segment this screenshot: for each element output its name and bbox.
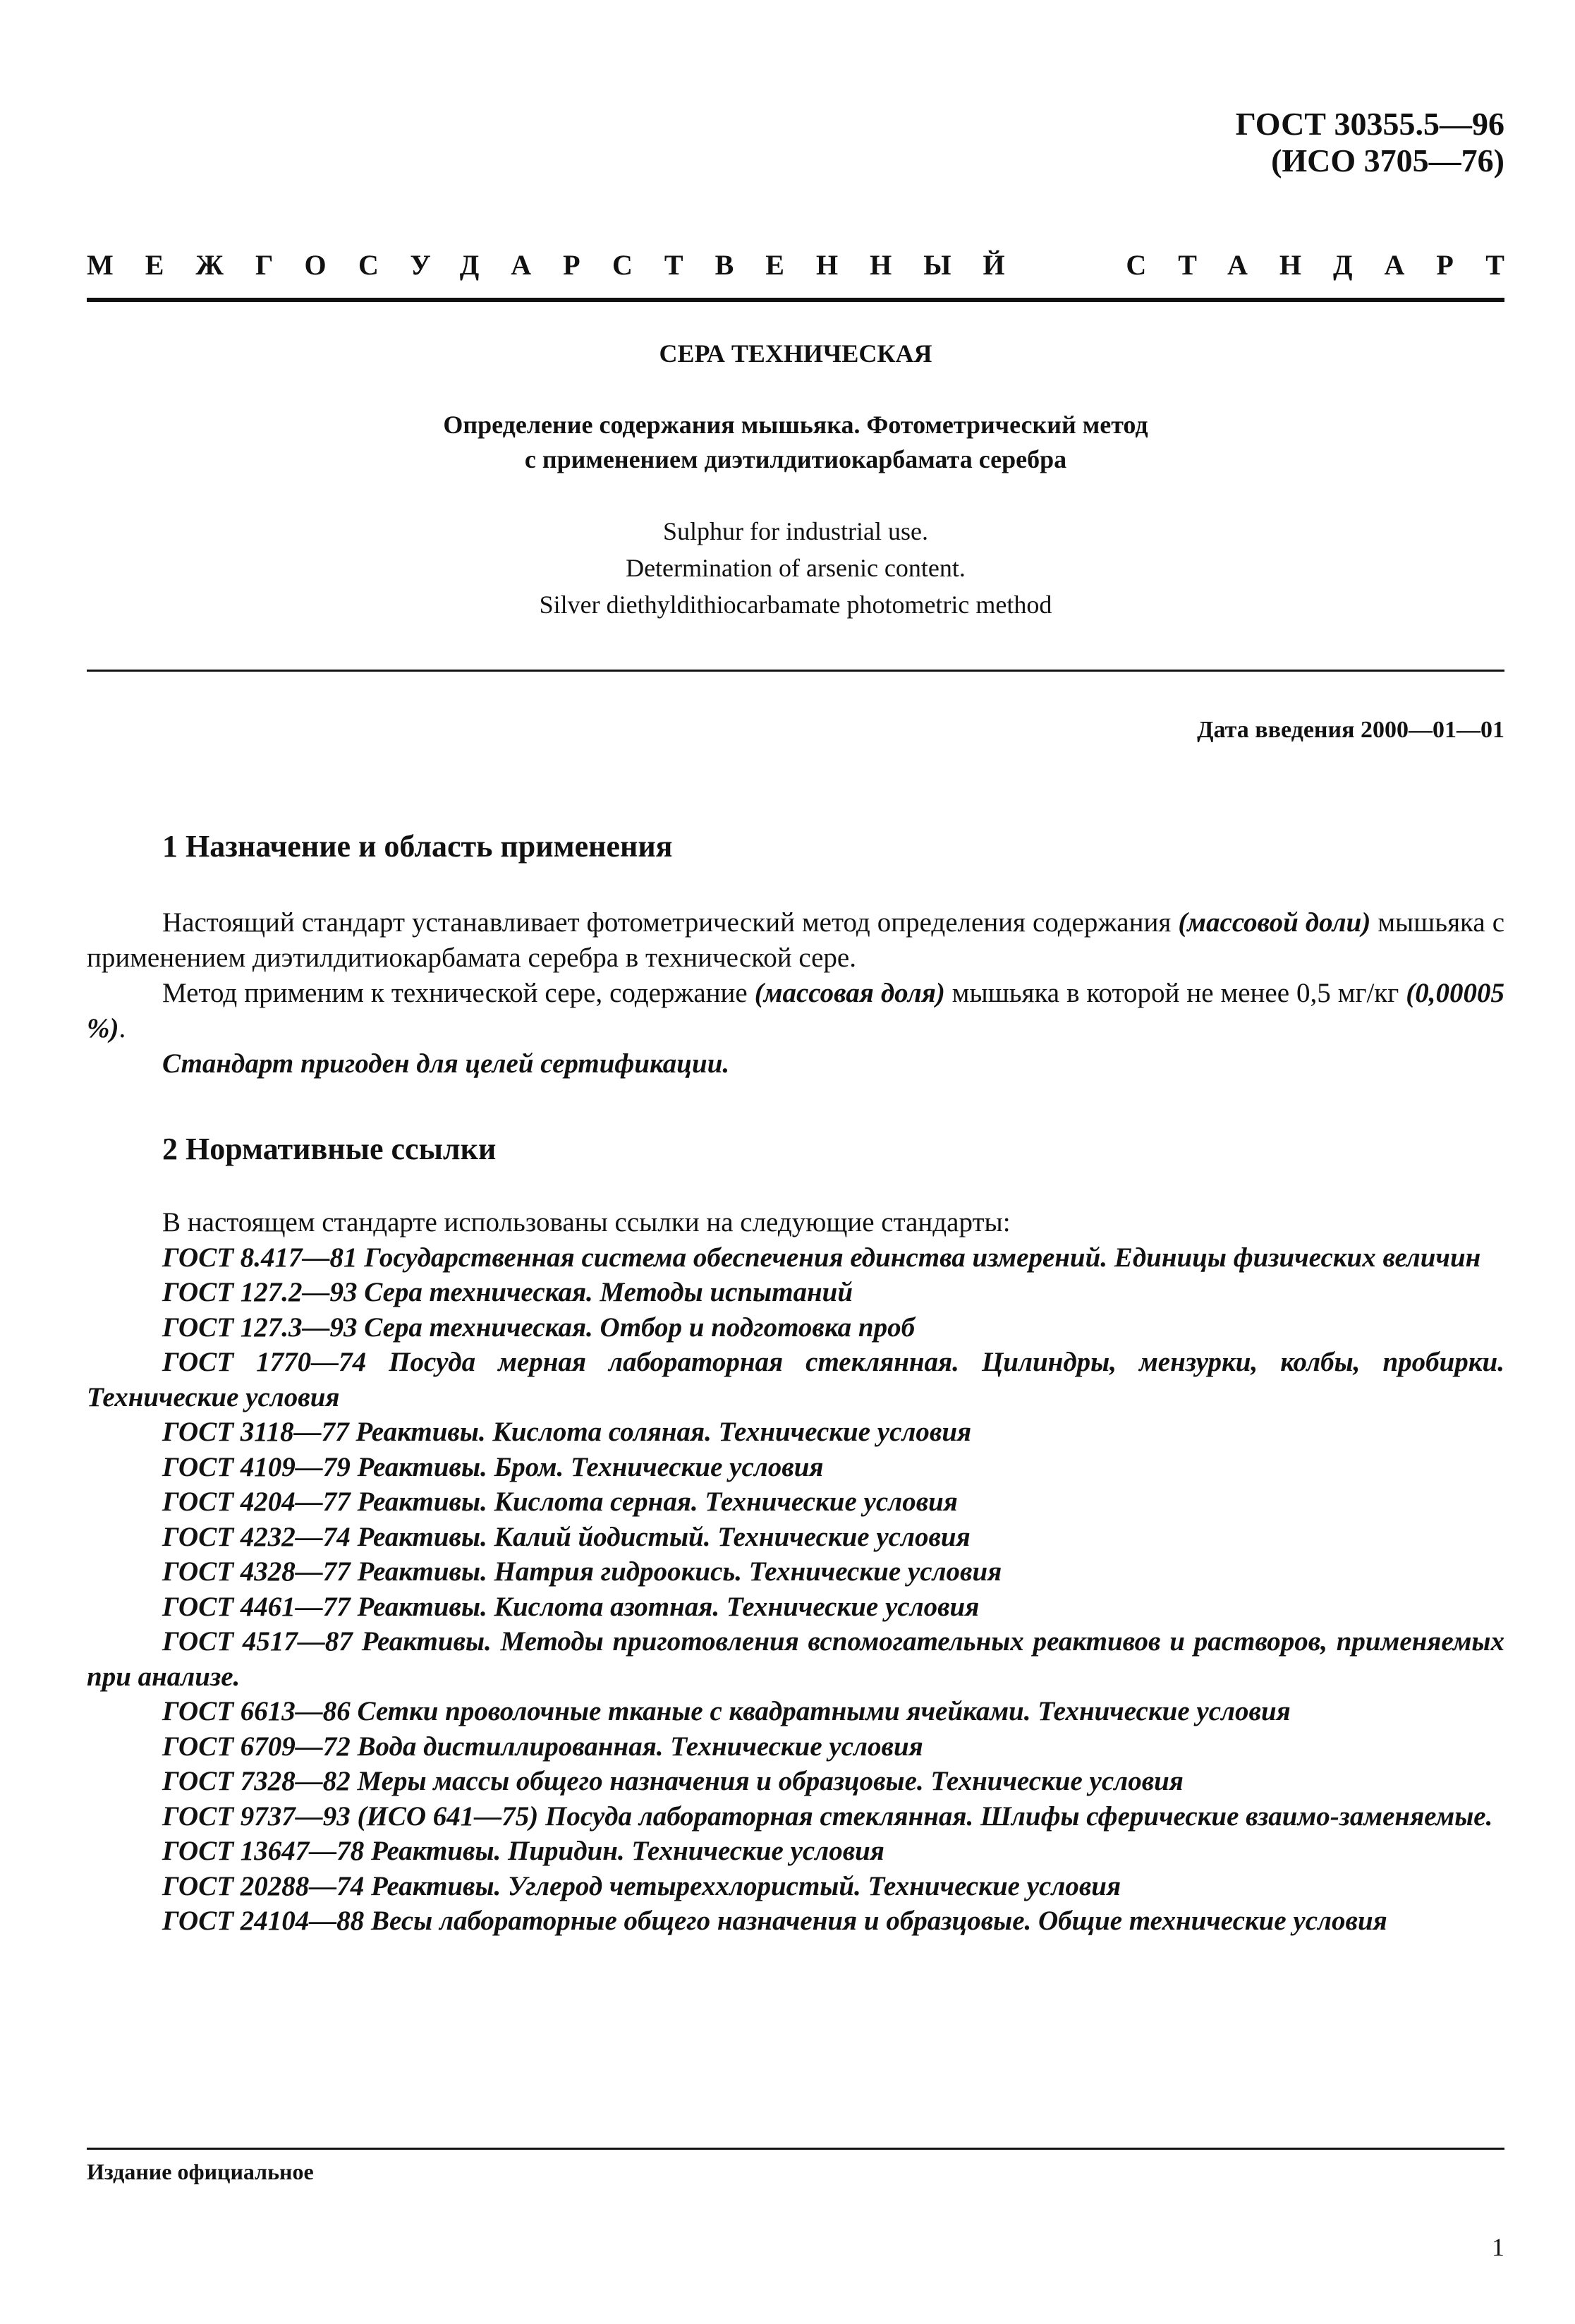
subtitle-line: Определение содержания мышьяка. Фотометрический метод bbox=[443, 411, 1148, 439]
reference-item: ГОСТ 4517—87 Реактивы. Методы приготовления вспомогательных реактивов и растворов, применяемых при анализе. bbox=[87, 1626, 1504, 1692]
document-header bbox=[1236, 106, 1504, 179]
applicability-paragraph bbox=[87, 976, 1504, 1046]
english-title-line: Sulphur for industrial use. bbox=[663, 517, 928, 545]
reference-item: ГОСТ 4328—77 Реактивы. Натрия гидроокись. Технические условия bbox=[162, 1556, 1002, 1587]
reference-item: ГОСТ 24104—88 Весы лабораторные общего назначения и образцовые. Общие технические условия bbox=[162, 1906, 1387, 1936]
reference-item: ГОСТ 4232—74 Реактивы. Калий йодистый. Технические условия bbox=[162, 1521, 971, 1552]
english-title bbox=[87, 513, 1504, 623]
reference-item: ГОСТ 1770—74 Посуда мерная лабораторная стеклянная. Цилиндры, мензурки, колбы, пробирки. Технические условия bbox=[87, 1347, 1504, 1412]
reference-item: ГОСТ 7328—82 Меры массы общего назначения и образцовые. Технические условия bbox=[162, 1766, 1184, 1796]
italic-text: (массовая доля) bbox=[754, 978, 945, 1008]
iso-number: (ИСО 3705—76) bbox=[1271, 143, 1504, 178]
text: Настоящий стандарт устанавливает фотометрический метод определения содержания bbox=[162, 907, 1179, 938]
subtitle-line: с применением диэтилдитиокарбамата серебра bbox=[524, 445, 1067, 473]
reference-item: ГОСТ 4109—79 Реактивы. Бром. Технические условия bbox=[162, 1451, 824, 1482]
english-title-line: Determination of arsenic content. bbox=[626, 554, 966, 582]
reference-item: ГОСТ 6613—86 Сетки проволочные тканые с квадратными ячейками. Технические условия bbox=[162, 1696, 1291, 1726]
section-1-heading: 1 Назначение и область применения bbox=[162, 829, 673, 864]
gost-number: ГОСТ 30355.5—96 bbox=[1235, 106, 1504, 142]
title-divider bbox=[87, 670, 1504, 672]
section-1-body bbox=[87, 905, 1504, 1082]
section-2-heading: 2 Нормативные ссылки bbox=[162, 1132, 497, 1166]
text: Метод применим к технической сере, содержание bbox=[162, 978, 755, 1008]
page-number: 1 bbox=[1492, 2233, 1504, 2261]
text: мышьяка в которой не менее 0,5 мг/кг bbox=[944, 978, 1406, 1008]
reference-item: ГОСТ 127.3—93 Сера техническая. Отбор и подготовка проб bbox=[162, 1312, 916, 1343]
reference-item: ГОСТ 8.417—81 Государственная система обеспечения единства измерений. Единицы физических величин bbox=[162, 1242, 1481, 1273]
reference-item: ГОСТ 3118—77 Реактивы. Кислота соляная. Технические условия bbox=[162, 1417, 972, 1447]
english-title-line: Silver diethyldithiocarbamate photometric method bbox=[539, 591, 1052, 619]
reference-item: ГОСТ 13647—78 Реактивы. Пиридин. Технические условия bbox=[162, 1836, 884, 1866]
reference-item: ГОСТ 4461—77 Реактивы. Кислота азотная. Технические условия bbox=[162, 1591, 980, 1622]
official-edition-label: Издание официальное bbox=[87, 2159, 314, 2184]
reference-item: ГОСТ 4204—77 Реактивы. Кислота серная. Технические условия bbox=[162, 1487, 958, 1517]
certification-paragraph: Стандарт пригоден для целей сертификации. bbox=[162, 1048, 730, 1079]
text: . bbox=[118, 1013, 126, 1043]
document-title: СЕРА ТЕХНИЧЕСКАЯ bbox=[659, 339, 932, 368]
document-subtitle bbox=[87, 408, 1504, 477]
reference-item: ГОСТ 6709—72 Вода дистиллированная. Технические условия bbox=[162, 1731, 923, 1762]
text: мышьяка с применением диэтилдитиокарбамата серебра в технической сере. bbox=[87, 907, 1505, 973]
references-intro: В настоящем стандарте использованы ссылки на следующие стандарты: bbox=[162, 1207, 1011, 1237]
italic-text: (0,00005 %) bbox=[87, 978, 1504, 1043]
reference-item: ГОСТ 127.2—93 Сера техническая. Методы испытаний bbox=[162, 1277, 853, 1307]
date-of-introduction: Дата введения 2000—01—01 bbox=[1197, 717, 1504, 743]
banner-word-standard: СТАНДАРТ bbox=[1126, 249, 1536, 281]
reference-item: ГОСТ 9737—93 (ИСО 641—75) Посуда лабораторная стеклянная. Шлифы сферические взаимо-заменяемые. bbox=[162, 1801, 1493, 1832]
scope-paragraph bbox=[87, 905, 1504, 976]
banner-word-interstate: МЕЖГОСУДАРСТВЕННЫЙ bbox=[87, 249, 1037, 281]
banner-divider bbox=[87, 298, 1504, 302]
section-2-body bbox=[87, 1205, 1504, 1939]
italic-text: (массовой доли) bbox=[1178, 907, 1371, 938]
reference-item: ГОСТ 20288—74 Реактивы. Углерод четыреххлористый. Технические условия bbox=[162, 1870, 1121, 1901]
footer-divider bbox=[87, 2148, 1504, 2150]
